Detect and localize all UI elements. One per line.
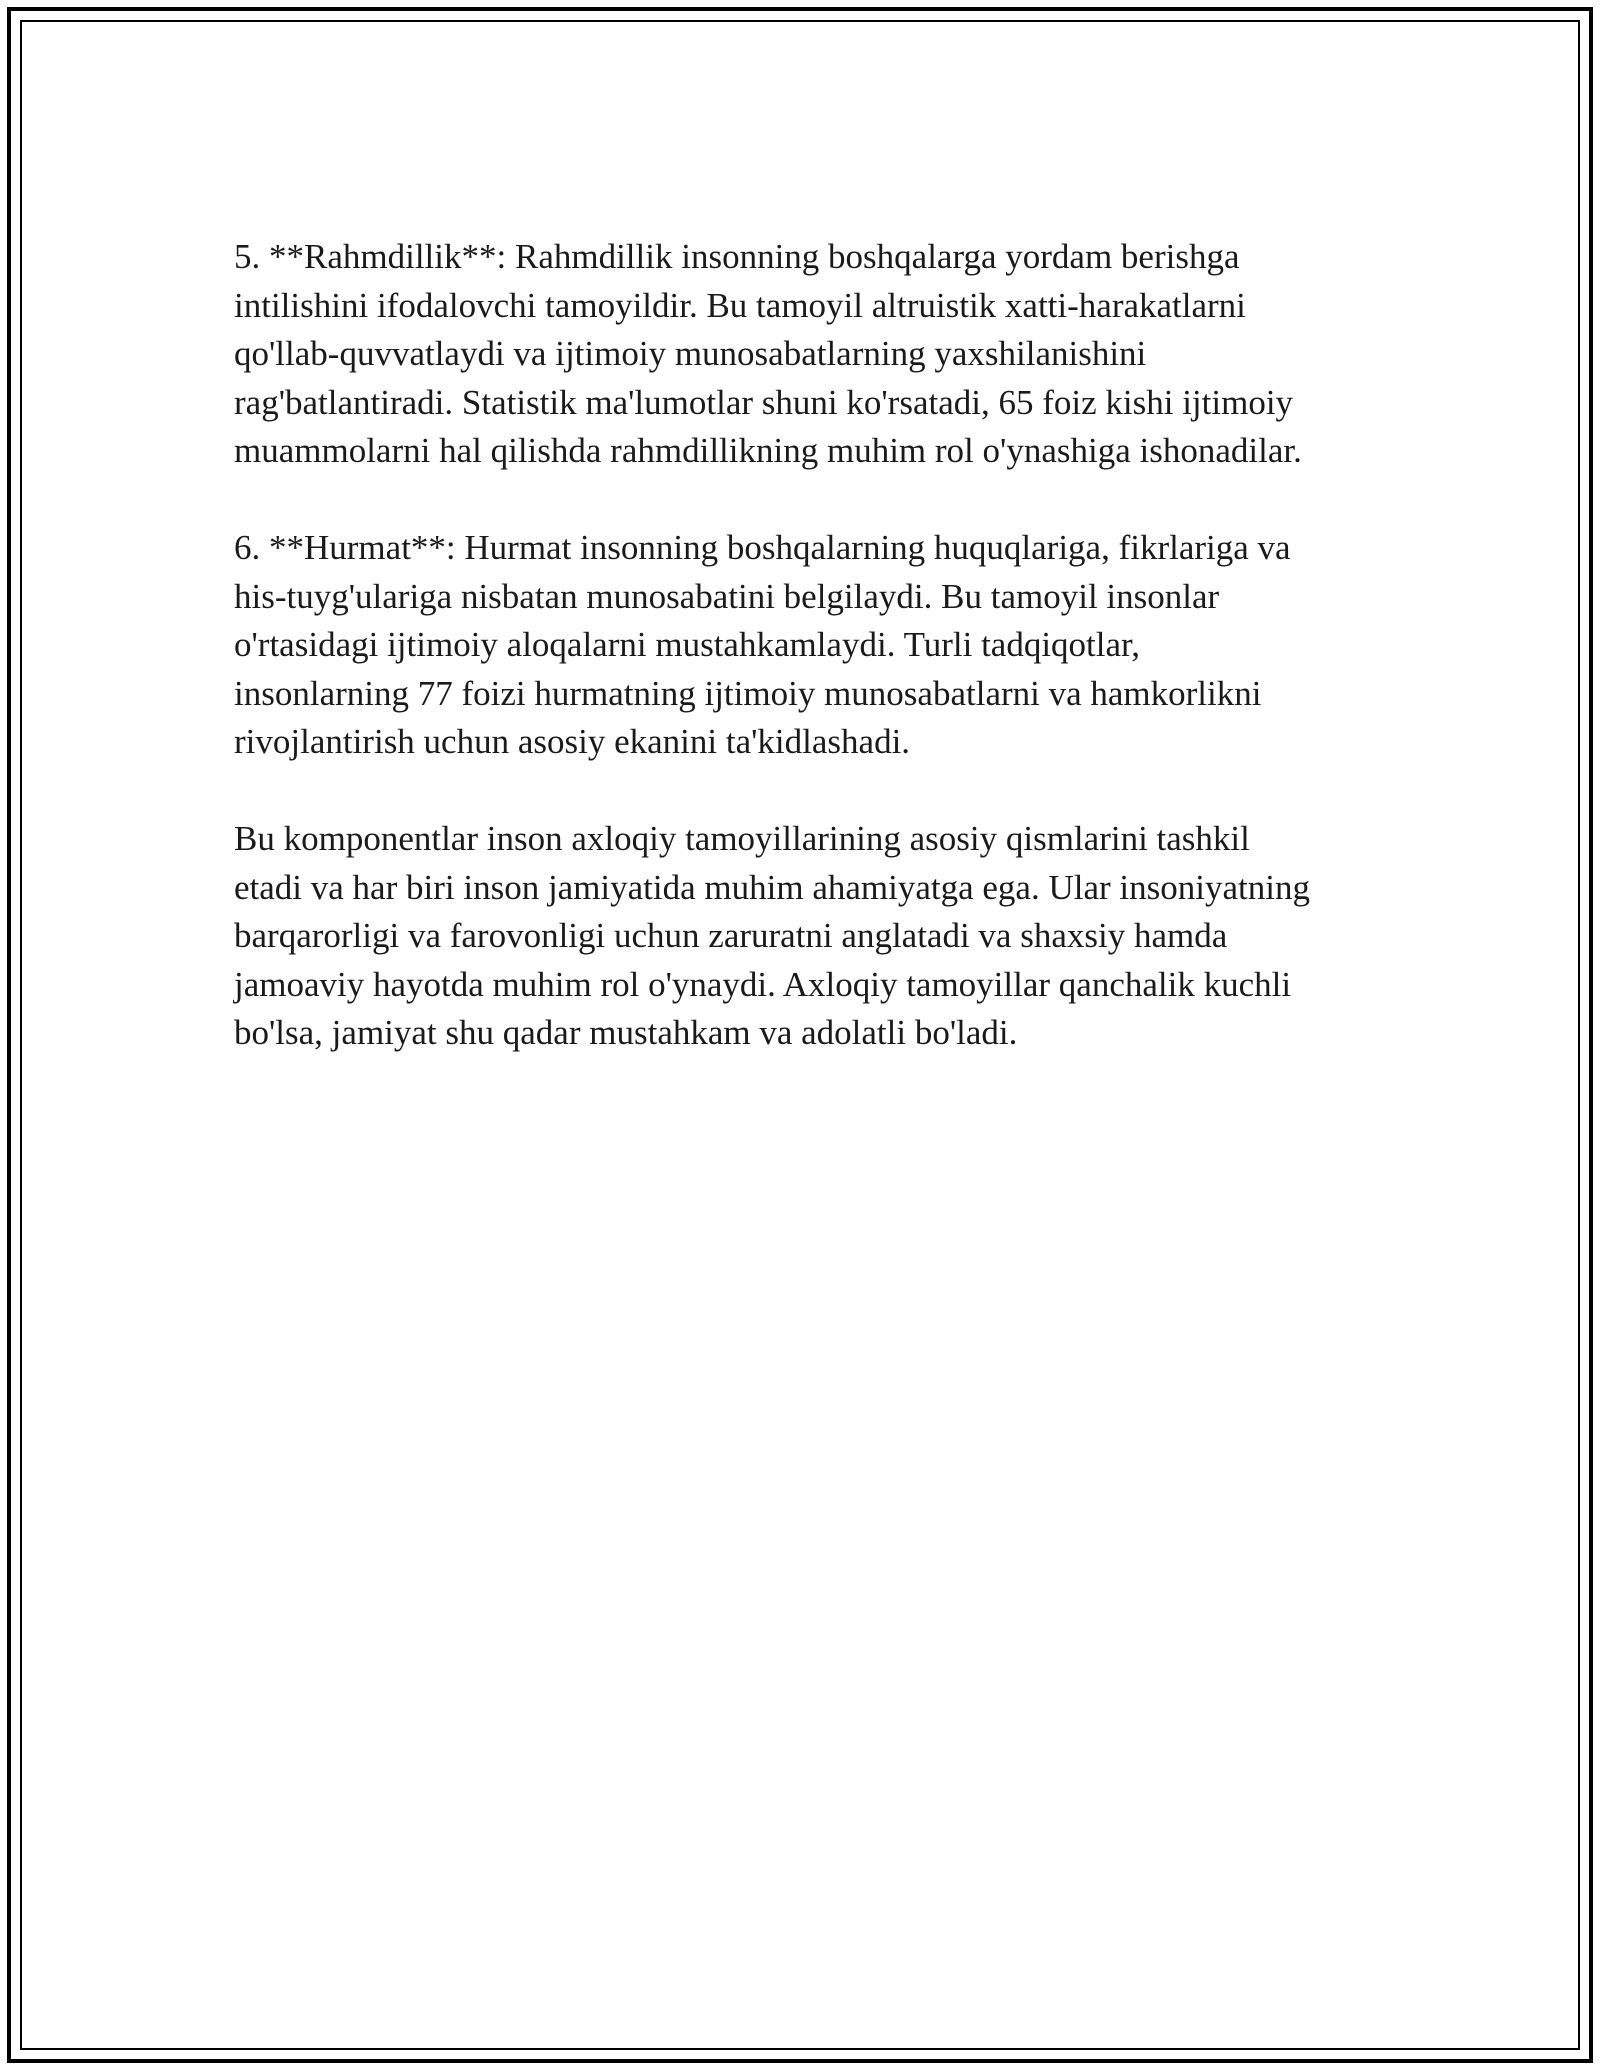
document-body — [234, 233, 1374, 1106]
paragraph-hurmat: 6. **Hurmat**: Hurmat insonning boshqalarning huquqlariga, fikrlariga va his-tuyg'ulariga nisbatan munosabatini belgilaydi. Bu tamoyil insonlar o'rtasidagi ijtimoiy aloqalarni mustahkamlaydi. Turli tadqiqotlar, insonlarning 77 foizi hurmatning ijtimoiy munosabatlarni va hamkorlikni rivojlantirish uchun asosiy ekanini ta'kidlashadi. — [234, 528, 1291, 761]
paragraph-conclusion: Bu komponentlar inson axloqiy tamoyillarining asosiy qismlarini tashkil etadi va har biri inson jamiyatida muhim ahamiyatga ega. Ular insoniyatning barqarorligi va farovonligi uchun zaruratni anglatadi va shaxsiy hamda jamoaviy hayotda muhim rol o'ynaydi. Axloqiy tamoyillar qanchalik kuchli bo'lsa, jamiyat shu qadar mustahkam va adolatli bo'ladi. — [234, 819, 1310, 1052]
paragraph-rahmdillik: 5. **Rahmdillik**: Rahmdillik insonning boshqalarga yordam berishga intilishini ifodalovchi tamoyildir. Bu tamoyil altruistik xatti-harakatlarni qo'llab-quvvatlaydi va ijtimoiy munosabatlarning yaxshilanishini rag'batlantiradi. Statistik ma'lumotlar shuni ko'rsatadi, 65 foiz kishi ijtimoiy muammolarni hal qilishda rahmdillikning muhim rol o'ynashiga ishonadilar. — [234, 237, 1302, 470]
